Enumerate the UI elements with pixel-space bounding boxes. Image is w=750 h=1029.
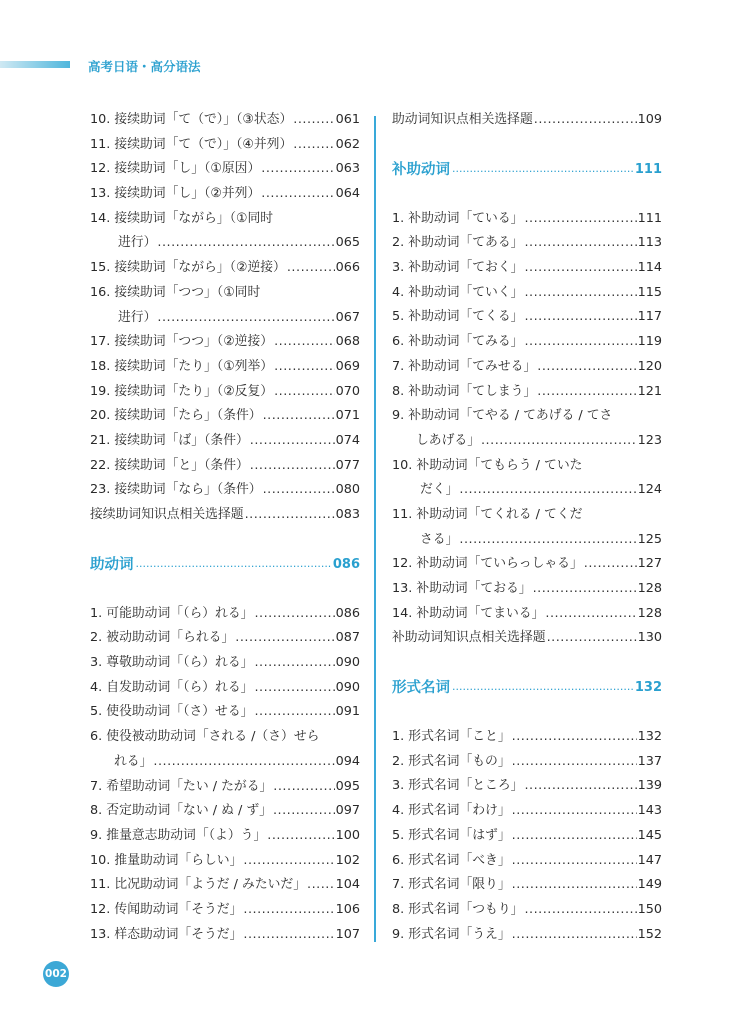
- entry-label: 21. 接续助词「ば」（条件）: [90, 432, 249, 448]
- dot-leader: [261, 182, 334, 207]
- entry-label: 6. 形式名词「べき」: [392, 852, 511, 868]
- entry-label: 23. 接续助词「なら」（条件）: [90, 482, 262, 498]
- toc-entry[interactable]: [392, 281, 662, 306]
- toc-entry[interactable]: [90, 824, 360, 849]
- entry-page: 124: [637, 482, 662, 498]
- entry-page: 143: [637, 803, 662, 819]
- dot-leader: [547, 626, 637, 651]
- dot-leader: [534, 108, 637, 133]
- entry-page: 065: [335, 235, 360, 251]
- entry-page: 090: [335, 655, 360, 671]
- entry-page: 071: [335, 408, 360, 424]
- entry-page: 104: [335, 877, 360, 893]
- toc-entry[interactable]: [392, 898, 662, 923]
- dot-leader: [512, 849, 637, 874]
- dot-leader: [157, 306, 334, 331]
- dot-leader: [263, 478, 335, 503]
- toc-entry[interactable]: [392, 602, 662, 627]
- toc-entry[interactable]: [90, 923, 360, 948]
- toc-entry[interactable]: [392, 923, 662, 948]
- entry-page: 070: [335, 383, 360, 399]
- toc-entry[interactable]: [392, 873, 662, 898]
- entry-page: 117: [637, 309, 662, 325]
- toc-list-conjunctive-particles: [90, 108, 360, 528]
- toc-entry[interactable]: [90, 626, 360, 651]
- dot-leader: [524, 898, 636, 923]
- toc-entry[interactable]: [90, 231, 360, 256]
- toc-entry[interactable]: [90, 207, 360, 232]
- toc-entry[interactable]: [90, 355, 360, 380]
- dot-leader: [524, 774, 636, 799]
- dot-leader: [537, 380, 636, 405]
- toc-entry[interactable]: [90, 799, 360, 824]
- dot-leader: [250, 454, 335, 479]
- toc-entry[interactable]: [392, 108, 662, 133]
- toc-entry[interactable]: [392, 824, 662, 849]
- entry-page: 145: [637, 827, 662, 843]
- dot-leader: [274, 330, 335, 355]
- entry-label: 3. 形式名词「ところ」: [392, 778, 524, 794]
- dot-leader: [267, 824, 334, 849]
- dot-leader: [254, 651, 334, 676]
- section-title: 形式名词: [392, 680, 450, 697]
- entry-label: 1. 补助动词「ている」: [392, 210, 524, 226]
- entry-page: 109: [637, 112, 662, 127]
- entry-label: 7. 补助动词「てみせる」: [392, 358, 537, 374]
- toc-entry[interactable]: [392, 380, 662, 405]
- entry-label: 14. 接续助词「ながら」（①同时: [90, 210, 274, 226]
- section-title: 补助动词: [392, 161, 450, 178]
- dot-leader: [274, 355, 335, 380]
- entry-label: 8. 补助动词「てしまう」: [392, 383, 537, 399]
- entry-label: 12. 接续助词「し」（①原因）: [90, 161, 261, 177]
- column-divider: [374, 116, 376, 942]
- toc-entry[interactable]: [392, 478, 662, 503]
- entry-page: 066: [335, 260, 360, 276]
- entry-label: 7. 形式名词「限り」: [392, 877, 511, 893]
- entry-label: 5. 补助动词「てくる」: [392, 309, 524, 325]
- entry-page: 095: [335, 778, 360, 794]
- dot-leader: [243, 898, 334, 923]
- dot-leader: [512, 824, 637, 849]
- entry-page: 100: [335, 827, 360, 843]
- entry-page: 111: [637, 210, 662, 226]
- dot-leader: [524, 330, 636, 355]
- dot-leader: [243, 923, 334, 948]
- toc-entry[interactable]: [392, 305, 662, 330]
- toc-entry[interactable]: [90, 700, 360, 725]
- entry-page: 120: [637, 358, 662, 374]
- dot-leader: [524, 231, 636, 256]
- toc-entry[interactable]: [90, 404, 360, 429]
- dot-leader: [512, 873, 637, 898]
- toc-list-formal-nouns: [392, 725, 662, 947]
- dot-leader: [245, 503, 335, 528]
- dot-leader: [243, 849, 334, 874]
- entry-label: 9. 补助动词「てやる / てあげる / てさ: [392, 408, 613, 424]
- entry-label: 8. 形式名词「つもり」: [392, 901, 524, 917]
- toc-entry[interactable]: [90, 108, 360, 133]
- toc-entry[interactable]: [90, 898, 360, 923]
- entry-label: 接续助词知识点相关选择题: [90, 507, 244, 522]
- entry-label: 13. 补助动词「ておる」: [392, 581, 532, 596]
- entry-label: 11. 接续助词「て（で）」（④并列）: [90, 136, 293, 152]
- toc-entry[interactable]: [392, 552, 662, 577]
- toc-entry[interactable]: [392, 429, 662, 454]
- dot-leader: [307, 873, 335, 898]
- toc-entry[interactable]: [90, 182, 360, 207]
- entry-label: 10. 接续助词「て（で）」（③状态）: [90, 112, 293, 127]
- toc-entry[interactable]: [90, 380, 360, 405]
- entry-label: 22. 接续助词「と」（条件）: [90, 457, 249, 473]
- entry-label: 5. 形式名词「はず」: [392, 827, 511, 843]
- entry-page: 064: [335, 186, 360, 202]
- entry-page: 067: [335, 309, 360, 325]
- dot-leader: [512, 799, 637, 824]
- dot-leader: [287, 256, 335, 281]
- section-page: 111: [634, 161, 662, 177]
- entry-page: 150: [637, 901, 662, 917]
- section-title: 助动词: [90, 556, 134, 573]
- toc-entry[interactable]: [392, 207, 662, 232]
- entry-label: れる」: [114, 753, 153, 769]
- entry-label: 20. 接续助词「たら」（条件）: [90, 408, 262, 424]
- toc-entry[interactable]: [392, 626, 662, 651]
- dot-leader: [153, 750, 334, 775]
- entry-label: 18. 接续助词「たり」（①列举）: [90, 358, 274, 374]
- dot-leader: [524, 207, 636, 232]
- dot-leader: [293, 108, 334, 133]
- dot-leader: [273, 775, 334, 800]
- entry-label: 8. 否定助动词「ない / ぬ / ず」: [90, 803, 272, 819]
- entry-page: 130: [637, 630, 662, 646]
- toc-entry[interactable]: [90, 750, 360, 775]
- entry-label: 12. 传闻助动词「そうだ」: [90, 901, 243, 917]
- entry-page: 127: [637, 556, 662, 572]
- dot-leader: [254, 700, 334, 725]
- entry-label: 助动词知识点相关选择题: [392, 112, 533, 127]
- dot-leader: [136, 553, 331, 577]
- entry-label: 1. 可能助动词「（ら）れる」: [90, 605, 254, 621]
- dot-leader: [274, 380, 335, 405]
- entry-page: 061: [335, 112, 360, 127]
- entry-label: 4. 自发助动词「（ら）れる」: [90, 679, 254, 695]
- toc-list-auxiliary-verbs: [90, 602, 360, 948]
- entry-page: 128: [637, 605, 662, 621]
- toc-entry[interactable]: [392, 774, 662, 799]
- toc-section-formal-nouns[interactable]: [392, 676, 662, 700]
- entry-label: 15. 接续助词「ながら」（②逆接）: [90, 260, 286, 276]
- dot-leader: [452, 158, 633, 182]
- entry-label: 2. 形式名词「もの」: [392, 753, 511, 769]
- toc-entry[interactable]: [392, 231, 662, 256]
- toc-entry[interactable]: [392, 404, 662, 429]
- dot-leader: [261, 157, 334, 182]
- toc-entry[interactable]: [90, 429, 360, 454]
- entry-page: 106: [335, 901, 360, 917]
- entry-label: さる」: [420, 531, 459, 547]
- entry-page: 077: [335, 457, 360, 473]
- entry-page: 119: [637, 334, 662, 350]
- entry-label: 11. 补助动词「てくれる / てくだ: [392, 506, 583, 522]
- toc-list-subsidiary-verbs: [392, 207, 662, 651]
- entry-page: 125: [637, 531, 662, 547]
- toc-right-column: [392, 108, 662, 947]
- entry-label: 4. 形式名词「わけ」: [392, 803, 511, 819]
- entry-label: 进行）: [118, 309, 157, 325]
- entry-page: 080: [335, 482, 360, 498]
- dot-leader: [545, 602, 636, 627]
- entry-page: 102: [335, 852, 360, 868]
- entry-page: 063: [335, 161, 360, 177]
- header-accent-bar: [0, 61, 70, 68]
- dot-leader: [452, 676, 633, 700]
- toc-entry[interactable]: [392, 454, 662, 479]
- entry-label: 6. 补助动词「てみる」: [392, 334, 524, 350]
- entry-page: 074: [335, 432, 360, 448]
- dot-leader: [254, 602, 334, 627]
- toc-entry[interactable]: [392, 503, 662, 528]
- toc-entry[interactable]: [90, 775, 360, 800]
- entry-label: 10. 补助动词「てもらう / ていた: [392, 457, 583, 473]
- dot-leader: [263, 404, 335, 429]
- entry-page: 083: [335, 507, 360, 522]
- entry-page: 090: [335, 679, 360, 695]
- entry-page: 107: [335, 926, 360, 942]
- entry-label: 7. 希望助动词「たい / たがる」: [90, 778, 273, 794]
- toc-left-column: [90, 108, 360, 947]
- toc-entry[interactable]: [392, 355, 662, 380]
- toc-entry[interactable]: [90, 133, 360, 158]
- entry-page: 069: [335, 358, 360, 374]
- toc-entry[interactable]: [392, 577, 662, 602]
- entry-page: 128: [637, 581, 662, 596]
- toc-entry[interactable]: [90, 256, 360, 281]
- entry-label: 2. 补助动词「てある」: [392, 235, 524, 251]
- entry-label: 进行）: [118, 235, 157, 251]
- toc-section-subsidiary-verbs[interactable]: [392, 158, 662, 182]
- dot-leader: [533, 577, 637, 602]
- entry-page: 062: [335, 136, 360, 152]
- entry-label: 12. 补助动词「ていらっしゃる」: [392, 556, 583, 572]
- toc-entry[interactable]: [90, 849, 360, 874]
- toc-entry[interactable]: [90, 157, 360, 182]
- toc-entry[interactable]: [90, 503, 360, 528]
- entry-page: 132: [637, 729, 662, 745]
- dot-leader: [459, 528, 636, 553]
- entry-label: 9. 形式名词「うえ」: [392, 926, 511, 942]
- entry-page: 123: [637, 432, 662, 448]
- toc-entry[interactable]: [392, 750, 662, 775]
- toc-entry[interactable]: [392, 256, 662, 281]
- section-page: 132: [634, 680, 662, 696]
- toc-entry[interactable]: [90, 725, 360, 750]
- dot-leader: [459, 478, 636, 503]
- entry-page: 152: [637, 926, 662, 942]
- entry-label: 17. 接续助词「つつ」（②逆接）: [90, 334, 274, 350]
- toc-entry[interactable]: [90, 602, 360, 627]
- entry-label: 6. 使役被动助动词「される /（さ）せら: [90, 729, 320, 745]
- toc-entry[interactable]: [90, 330, 360, 355]
- entry-label: 2. 被动助动词「られる」: [90, 630, 235, 646]
- dot-leader: [481, 429, 637, 454]
- toc-section-auxiliary-verbs[interactable]: [90, 553, 360, 577]
- entry-label: 补助动词知识点相关选择题: [392, 630, 546, 646]
- page-number-badge: 002: [43, 961, 69, 987]
- entry-page: 139: [637, 778, 662, 794]
- entry-label: 9. 推量意志助动词「（よ）う」: [90, 827, 267, 843]
- entry-label: 4. 补助动词「ていく」: [392, 284, 524, 300]
- dot-leader: [524, 281, 636, 306]
- toc-entry[interactable]: [90, 454, 360, 479]
- dot-leader: [293, 133, 334, 158]
- dot-leader: [584, 552, 637, 577]
- entry-page: 147: [637, 852, 662, 868]
- entry-label: 3. 补助动词「ておく」: [392, 260, 524, 276]
- toc-entry[interactable]: [392, 528, 662, 553]
- toc-entry[interactable]: [392, 799, 662, 824]
- entry-label: だく」: [420, 482, 459, 498]
- section-page: 086: [332, 556, 360, 572]
- entry-label: 3. 尊敬助动词「（ら）れる」: [90, 655, 254, 671]
- entry-label: 10. 推量助动词「らしい」: [90, 852, 243, 868]
- entry-page: 068: [335, 334, 360, 350]
- dot-leader: [512, 923, 637, 948]
- entry-label: 16. 接续助词「つつ」（①同时: [90, 284, 261, 300]
- entry-label: 19. 接续助词「たり」（②反复）: [90, 383, 274, 399]
- dot-leader: [157, 231, 334, 256]
- entry-label: しあげる」: [416, 432, 480, 448]
- toc-entry[interactable]: [90, 651, 360, 676]
- dot-leader: [250, 429, 335, 454]
- dot-leader: [235, 626, 334, 651]
- toc-entry[interactable]: [90, 306, 360, 331]
- dot-leader: [512, 750, 637, 775]
- toc-entry[interactable]: [392, 725, 662, 750]
- toc-entry[interactable]: [90, 281, 360, 306]
- entry-label: 14. 补助动词「てまいる」: [392, 605, 545, 621]
- entry-label: 5. 使役助动词「（さ）せる」: [90, 704, 254, 720]
- entry-page: 113: [637, 235, 662, 251]
- toc-entry[interactable]: [90, 478, 360, 503]
- dot-leader: [254, 676, 334, 701]
- toc-entry[interactable]: [90, 873, 360, 898]
- dot-leader: [524, 256, 636, 281]
- toc-entry[interactable]: [392, 330, 662, 355]
- entry-page: 097: [335, 803, 360, 819]
- dot-leader: [273, 799, 335, 824]
- entry-page: 086: [335, 605, 360, 621]
- entry-label: 1. 形式名词「こと」: [392, 729, 511, 745]
- entry-label: 13. 样态助动词「そうだ」: [90, 926, 243, 942]
- entry-page: 121: [637, 383, 662, 399]
- entry-page: 149: [637, 877, 662, 893]
- entry-page: 091: [335, 704, 360, 720]
- entry-page: 115: [637, 284, 662, 300]
- entry-label: 11. 比况助动词「ようだ / みたいだ」: [90, 877, 307, 893]
- entry-page: 137: [637, 753, 662, 769]
- entry-page: 087: [335, 630, 360, 646]
- dot-leader: [524, 305, 636, 330]
- running-header-title: 高考日语・高分语法: [88, 59, 201, 74]
- entry-page: 094: [335, 753, 360, 769]
- toc-entry[interactable]: [392, 849, 662, 874]
- dot-leader: [512, 725, 637, 750]
- dot-leader: [537, 355, 636, 380]
- toc-entry[interactable]: [90, 676, 360, 701]
- entry-label: 13. 接续助词「し」（②并列）: [90, 186, 261, 202]
- entry-page: 114: [637, 260, 662, 276]
